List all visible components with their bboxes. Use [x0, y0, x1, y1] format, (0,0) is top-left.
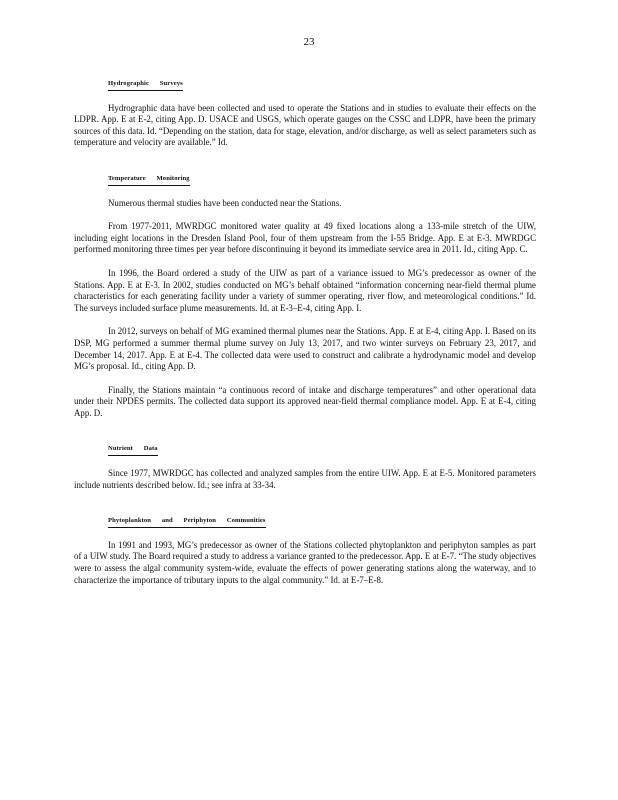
section-heading-nutrient-data: Nutrient Data: [108, 443, 158, 456]
section-heading-hydrographic-surveys: Hydrographic Surveys: [108, 78, 183, 91]
page-number: 23: [303, 36, 315, 48]
page-content: [74, 66, 536, 586]
paragraph: Finally, the Stations maintain “a continuous record of intake and discharge temperatures” and other operational data under their NPDES permits. The collected data support its approved near-field thermal compliance model. App. E at E-4, citing App. D.: [74, 384, 536, 418]
paragraph: From 1977-2011, MWRDGC monitored water quality at 49 fixed locations along a 133-mile stretch of the UIW, including eight locations in the Dresden Island Pool, four of them upstream from the I-55 Bridge. App. E at E-3. MWRDGC performed monitoring three times per year before discontinuing it beyond its immediate service area in 2011. Id., citing App. C.: [74, 221, 536, 255]
paragraph: Hydrographic data have been collected and used to operate the Stations and in studies to evaluate their effects on the LDPR. App. E at E-2, citing App. D. USACE and USGS, which operate gauges on the CSSC and LDPR, have been the primary sources of this data. Id. “Depending on the station, data for stage, elevation, and/or discharge, as well as select parameters such as temperature and velocity are available.” Id.: [74, 102, 536, 148]
paragraph: In 1996, the Board ordered a study of the UIW as part of a variance issued to MG’s predecessor as owner of the Stations. App. E at E-3. In 2002, studies conducted on MG’s behalf obtained “information concerning near-field thermal plume characteristics for each generating facility under a variety of summer operating, river flow, and meteorological conditions.” Id. The surveys included surface plume measurements. Id. at E-3–E-4, citing App. I.: [74, 267, 536, 313]
section-heading-phytoplankton-periphyton: Phytoplankton and Periphyton Communities: [108, 515, 266, 528]
paragraph: In 1991 and 1993, MG’s predecessor as owner of the Stations collected phytoplankton and periphyton samples as part of a UIW study. The Board required a study to address a variance granted to the predecessor. App. E at E-7. “The study objectives were to assess the algal community system-wide, evaluate the effects of power generating stations along the waterway, and to characterize the importance of tributary inputs to the algal community.” Id. at E-7–E-8.: [74, 539, 536, 585]
section-heading-temperature-monitoring: Temperature Monitoring: [108, 173, 190, 186]
paragraph: Since 1977, MWRDGC has collected and analyzed samples from the entire UIW. App. E at E-5. Monitored parameters include nutrients described below. Id.; see infra at 33-34.: [74, 468, 536, 490]
paragraph: Numerous thermal studies have been conducted near the Stations.: [108, 197, 342, 208]
paragraph: In 2012, surveys on behalf of MG examined thermal plumes near the Stations. App. E at E-4, citing App. I. Based on its DSP, MG performed a summer thermal plume survey on July 13, 2017, and two winter surveys on February 23, 2017, and December 14, 2017. App. E at E-4. The collected data were used to construct and calibrate a hydrodynamic model and develop MG’s proposal. Id., citing App. D.: [74, 326, 536, 372]
